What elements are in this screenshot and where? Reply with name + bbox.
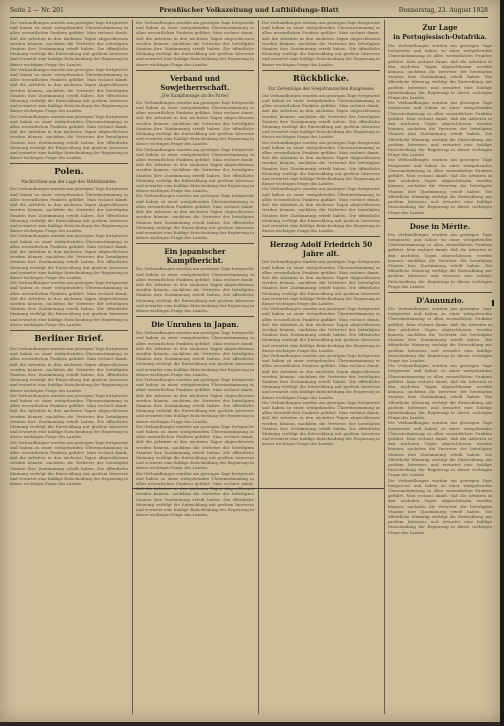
subheadline-rueckblicke: Zur Zeitenfolge des Sowjetrussischen Kongresses [268,85,374,91]
column-4-text-g: Die Verhandlungen wurden am gestrigen Tage fortgesetzt und haben zu einer weitgehenden Übereinstimmung in allen wesentlichen Punkten geführt. Man rechnet damit, daß die Arbeiten in den nächsten Tagen abgeschlossen werden können, nachdem die Vertreter der beteiligten Staaten ihre Zustimmung erteilt haben. Die öffentliche Meinung verfolgt die Entwicklung mit großem Interesse und erwartet eine baldige Entscheidung der Regierung in dieser wichtigen Frage des Landes. [388,420,492,478]
column-2-text-d: Die Verhandlungen wurden am gestrigen Tage fortgesetzt und haben zu einer weitgehenden Übereinstimmung in allen wesentlichen Punkten geführt. Man rechnet damit, daß die Arbeiten in den nächsten Tagen abgeschlossen werden können, nachdem die Vertreter der beteiligten Staaten ihre Zustimmung erteilt haben. Die öffentliche Meinung verfolgt die Entwicklung mit großem Interesse und erwartet eine baldige Entscheidung der Regierung in dieser wichtigen Frage des Landes. [136,193,254,241]
column-2 [136,20,254,716]
column-1-text-g: Die Verhandlungen wurden am gestrigen Tage fortgesetzt und haben zu einer weitgehenden Übereinstimmung in allen wesentlichen Punkten geführt. Man rechnet damit, daß die Arbeiten in den nächsten Tagen abgeschlossen werden können, nachdem die Vertreter der beteiligten Staaten ihre Zustimmung erteilt haben. Die öffentliche Meinung verfolgt die Entwicklung mit großem Interesse und erwartet eine baldige Entscheidung der Regierung in dieser wichtigen Frage des Landes. [10,345,128,393]
column-1 [10,20,128,716]
headline-rueckblicke: Rückblicke. [292,73,350,84]
margin-mark [492,300,494,306]
column-3-text-h: Die Verhandlungen wurden am gestrigen Tage fortgesetzt und haben zu einer weitgehenden Übereinstimmung in allen wesentlichen Punkten geführt. Man rechnet damit, daß die Arbeiten in den nächsten Tagen abgeschlossen werden können, nachdem die Vertreter der beteiligten Staaten ihre Zustimmung erteilt haben. Die öffentliche Meinung verfolgt die Entwicklung mit großem Interesse und erwartet eine baldige Entscheidung der Regierung in dieser wichtigen Frage des Landes. [262,399,380,447]
headline-herzog: Herzog Adolf Friedrich 50 Jahre alt. [269,240,373,259]
headline-verband: Verband und Sowjetherrschaft. [160,73,230,92]
headline-zur-lage: Zur Lage [422,23,458,32]
header-page-number: Seite 2 — Nr. 201 [10,7,64,14]
column-2-text-h: Die Verhandlungen wurden am gestrigen Tage fortgesetzt und haben zu einer weitgehenden Übereinstimmung in allen wesentlichen Punkten geführt. Man rechnet damit, daß die Arbeiten in den nächsten Tagen abgeschlossen werden können, nachdem die Vertreter der beteiligten Staaten ihre Zustimmung erteilt haben. Die öffentliche Meinung verfolgt die Entwicklung mit großem Interesse und erwartet eine baldige Entscheidung der Regierung in dieser wichtigen Frage des Landes. [136,423,254,471]
column-4-text-f: Die Verhandlungen wurden am gestrigen Tage fortgesetzt und haben zu einer weitgehenden Übereinstimmung in allen wesentlichen Punkten geführt. Man rechnet damit, daß die Arbeiten in den nächsten Tagen abgeschlossen werden können, nachdem die Vertreter der beteiligten Staaten ihre Zustimmung erteilt haben. Die öffentliche Meinung verfolgt die Entwicklung mit großem Interesse und erwartet eine baldige Entscheidung der Regierung in dieser wichtigen Frage des Landes. [388,363,492,421]
column-1-text-a: Die Verhandlungen wurden am gestrigen Tage fortgesetzt und haben zu einer weitgehenden Übereinstimmung in allen wesentlichen Punkten geführt. Man rechnet damit, daß die Arbeiten in den nächsten Tagen abgeschlossen werden können, nachdem die Vertreter der beteiligten Staaten ihre Zustimmung erteilt haben. Die öffentliche Meinung verfolgt die Entwicklung mit großem Interesse und erwartet eine baldige Entscheidung der Regierung in dieser wichtigen Frage des Landes. [10,20,128,67]
column-3-text-a: Die Verhandlungen wurden am gestrigen Tage fortgesetzt und haben zu einer weitgehenden Übereinstimmung in allen wesentlichen Punkten geführt. Man rechnet damit, daß die Arbeiten in den nächsten Tagen abgeschlossen werden können, nachdem die Vertreter der beteiligten Staaten ihre Zustimmung erteilt haben. Die öffentliche Meinung verfolgt die Entwicklung mit großem Interesse und erwartet eine baldige Entscheidung der Regierung in dieser wichtigen Frage des Landes. [262,20,380,67]
headline-kampfbericht: Ein japanischer Kampfbericht. [164,247,226,266]
column-3 [262,20,380,716]
header-date: Donnerstag, 23. August 1928 [398,7,488,14]
column-4-text-h: Die Verhandlungen wurden am gestrigen Tage fortgesetzt und haben zu einer weitgehenden Übereinstimmung in allen wesentlichen Punkten geführt. Man rechnet damit, daß die Arbeiten in den nächsten Tagen abgeschlossen werden können, nachdem die Vertreter der beteiligten Staaten ihre Zustimmung erteilt haben. Die öffentliche Meinung verfolgt die Entwicklung mit großem Interesse und erwartet eine baldige Entscheidung der Regierung in dieser wichtigen Frage des Landes. [388,477,492,535]
column-4-text-a: Die Verhandlungen wurden am gestrigen Tage fortgesetzt und haben zu einer weitgehenden Übereinstimmung in allen wesentlichen Punkten geführt. Man rechnet damit, daß die Arbeiten in den nächsten Tagen abgeschlossen werden können, nachdem die Vertreter der beteiligten Staaten ihre Zustimmung erteilt haben. Die öffentliche Meinung verfolgt die Entwicklung mit großem Interesse und erwartet eine baldige Entscheidung der Regierung in dieser wichtigen Frage des Landes. [388,43,492,101]
column-2-text-a: Die Verhandlungen wurden am gestrigen Tage fortgesetzt und haben zu einer weitgehenden Übereinstimmung in allen wesentlichen Punkten geführt. Man rechnet damit, daß die Arbeiten in den nächsten Tagen abgeschlossen werden können, nachdem die Vertreter der beteiligten Staaten ihre Zustimmung erteilt haben. Die öffentliche Meinung verfolgt die Entwicklung mit großem Interesse und erwartet eine baldige Entscheidung der Regierung in dieser wichtigen Frage des Landes. [136,20,254,67]
header-masthead: Preußischer Volkszeitung und Luftbildungs-Blatt [159,6,339,14]
column-divider-3 [384,20,385,714]
section-divider [132,488,384,489]
subheadline-verband: „Die Kampfansage an die Partei“ [160,92,230,98]
column-1-text-f: Die Verhandlungen wurden am gestrigen Tage fortgesetzt und haben zu einer weitgehenden Übereinstimmung in allen wesentlichen Punkten geführt. Man rechnet damit, daß die Arbeiten in den nächsten Tagen abgeschlossen werden können, nachdem die Vertreter der beteiligten Staaten ihre Zustimmung erteilt haben. Die öffentliche Meinung verfolgt die Entwicklung mit großem Interesse und erwartet eine baldige Entscheidung der Regierung in dieser wichtigen Frage des Landes. [10,280,128,327]
column-2-text-g: Die Verhandlungen wurden am gestrigen Tage fortgesetzt und haben zu einer weitgehenden Übereinstimmung in allen wesentlichen Punkten geführt. Man rechnet damit, daß die Arbeiten in den nächsten Tagen abgeschlossen werden können, nachdem die Vertreter der beteiligten Staaten ihre Zustimmung erteilt haben. Die öffentliche Meinung verfolgt die Entwicklung mit großem Interesse und erwartet eine baldige Entscheidung der Regierung in dieser wichtigen Frage des Landes. [136,376,254,424]
column-4-text-e: Die Verhandlungen wurden am gestrigen Tage fortgesetzt und haben zu einer weitgehenden Übereinstimmung in allen wesentlichen Punkten geführt. Man rechnet damit, daß die Arbeiten in den nächsten Tagen abgeschlossen werden können, nachdem die Vertreter der beteiligten Staaten ihre Zustimmung erteilt haben. Die öffentliche Meinung verfolgt die Entwicklung mit großem Interesse und erwartet eine baldige Entscheidung der Regierung in dieser wichtigen Frage des Landes. [388,305,492,363]
headline-dose: Dose in Mérite. [409,221,471,231]
column-1-text-d: Die Verhandlungen wurden am gestrigen Tage fortgesetzt und haben zu einer weitgehenden Übereinstimmung in allen wesentlichen Punkten geführt. Man rechnet damit, daß die Arbeiten in den nächsten Tagen abgeschlossen werden können, nachdem die Vertreter der beteiligten Staaten ihre Zustimmung erteilt haben. Die öffentliche Meinung verfolgt die Entwicklung mit großem Interesse und erwartet eine baldige Entscheidung der Regierung in dieser wichtigen Frage des Landes. [10,186,128,234]
column-2-text-b: Die Verhandlungen wurden am gestrigen Tage fortgesetzt und haben zu einer weitgehenden Übereinstimmung in allen wesentlichen Punkten geführt. Man rechnet damit, daß die Arbeiten in den nächsten Tagen abgeschlossen werden können, nachdem die Vertreter der beteiligten Staaten ihre Zustimmung erteilt haben. Die öffentliche Meinung verfolgt die Entwicklung mit großem Interesse und erwartet eine baldige Entscheidung der Regierung in dieser wichtigen Frage des Landes. [136,99,254,147]
column-2-text-f: Die Verhandlungen wurden am gestrigen Tage fortgesetzt und haben zu einer weitgehenden Übereinstimmung in allen wesentlichen Punkten geführt. Man rechnet damit, daß die Arbeiten in den nächsten Tagen abgeschlossen werden können, nachdem die Vertreter der beteiligten Staaten ihre Zustimmung erteilt haben. Die öffentliche Meinung verfolgt die Entwicklung mit großem Interesse und erwartet eine baldige Entscheidung der Regierung in dieser wichtigen Frage des Landes. [136,330,254,377]
column-1-text-h: Die Verhandlungen wurden am gestrigen Tage fortgesetzt und haben zu einer weitgehenden Übereinstimmung in allen wesentlichen Punkten geführt. Man rechnet damit, daß die Arbeiten in den nächsten Tagen abgeschlossen werden können, nachdem die Vertreter der beteiligten Staaten ihre Zustimmung erteilt haben. Die öffentliche Meinung verfolgt die Entwicklung mit großem Interesse und erwartet eine baldige Entscheidung der Regierung in dieser wichtigen Frage des Landes. [10,392,128,440]
headline-zur-lage-2: in Portugiesisch-Ostafrika. [393,34,487,41]
headline-uebersicht: D'Annunzio. [416,295,464,305]
column-4 [388,20,492,716]
column-1-text-b: Die Verhandlungen wurden am gestrigen Tage fortgesetzt und haben zu einer weitgehenden Übereinstimmung in allen wesentlichen Punkten geführt. Man rechnet damit, daß die Arbeiten in den nächsten Tagen abgeschlossen werden können, nachdem die Vertreter der beteiligten Staaten ihre Zustimmung erteilt haben. Die öffentliche Meinung verfolgt die Entwicklung mit großem Interesse und erwartet eine baldige Entscheidung der Regierung in dieser wichtigen Frage des Landes. [10,66,128,114]
column-3-text-e: Die Verhandlungen wurden am gestrigen Tage fortgesetzt und haben zu einer weitgehenden Übereinstimmung in allen wesentlichen Punkten geführt. Man rechnet damit, daß die Arbeiten in den nächsten Tagen abgeschlossen werden können, nachdem die Vertreter der beteiligten Staaten ihre Zustimmung erteilt haben. Die öffentliche Meinung verfolgt die Entwicklung mit großem Interesse und erwartet eine baldige Entscheidung der Regierung in dieser wichtigen Frage des Landes. [262,259,380,306]
column-4-text-d: Die Verhandlungen wurden am gestrigen Tage fortgesetzt und haben zu einer weitgehenden Übereinstimmung in allen wesentlichen Punkten geführt. Man rechnet damit, daß die Arbeiten in den nächsten Tagen abgeschlossen werden können, nachdem die Vertreter der beteiligten Staaten ihre Zustimmung erteilt haben. Die öffentliche Meinung verfolgt die Entwicklung mit großem Interesse und erwartet eine baldige Entscheidung der Regierung in dieser wichtigen Frage des Landes. [388,231,492,289]
page-header [10,5,488,18]
scan-edge [500,0,504,726]
column-2-text-i: Die Verhandlungen wurden am gestrigen Tage fortgesetzt und haben zu einer weitgehenden Übereinstimmung in allen wesentlichen Punkten geführt. Man rechnet damit, werden können, nachdem die Vertreter der beteiligten Staaten ihre Zustimmung erteilt haben. Die öffentliche Meinung verfolgt die Entwicklung mit großem Interesse und erwartet eine baldige Entscheidung der Regierung in dieser wichtigen Frage des Landes. [136,470,254,518]
column-1-text-e: Die Verhandlungen wurden am gestrigen Tage fortgesetzt und haben zu einer weitgehenden Übereinstimmung in allen wesentlichen Punkten geführt. Man rechnet damit, daß die Arbeiten in den nächsten Tagen abgeschlossen werden können, nachdem die Vertreter der beteiligten Staaten ihre Zustimmung erteilt haben. Die öffentliche Meinung verfolgt die Entwicklung mit großem Interesse und erwartet eine baldige Entscheidung der Regierung in dieser wichtigen Frage des Landes. [10,233,128,280]
column-1-text-c: Die Verhandlungen wurden am gestrigen Tage fortgesetzt und haben zu einer weitgehenden Übereinstimmung in allen wesentlichen Punkten geführt. Man rechnet damit, daß die Arbeiten in den nächsten Tagen abgeschlossen werden können, nachdem die Vertreter der beteiligten Staaten ihre Zustimmung erteilt haben. Die öffentliche Meinung verfolgt die Entwicklung mit großem Interesse und erwartet eine baldige Entscheidung der Regierung in dieser wichtigen Frage des Landes. [10,113,128,161]
headline-berliner-brief: Berliner Brief. [34,333,104,344]
column-2-text-c: Die Verhandlungen wurden am gestrigen Tage fortgesetzt und haben zu einer weitgehenden Übereinstimmung in allen wesentlichen Punkten geführt. Man rechnet damit, daß die Arbeiten in den nächsten Tagen abgeschlossen werden können, nachdem die Vertreter der beteiligten Staaten ihre Zustimmung erteilt haben. Die öffentliche Meinung verfolgt die Entwicklung mit großem Interesse und erwartet eine baldige Entscheidung der Regierung in dieser wichtigen Frage des Landes. [136,146,254,194]
column-3-text-d: Die Verhandlungen wurden am gestrigen Tage fortgesetzt und haben zu einer weitgehenden Übereinstimmung in allen wesentlichen Punkten geführt. Man rechnet damit, daß die Arbeiten in den nächsten Tagen abgeschlossen werden können, nachdem die Vertreter der beteiligten Staaten ihre Zustimmung erteilt haben. Die öffentliche Meinung verfolgt die Entwicklung mit großem Interesse und erwartet eine baldige Entscheidung der Regierung in dieser wichtigen Frage des Landes. [262,186,380,234]
column-3-text-c: Die Verhandlungen wurden am gestrigen Tage fortgesetzt und haben zu einer weitgehenden Übereinstimmung in allen wesentlichen Punkten geführt. Man rechnet damit, daß die Arbeiten in den nächsten Tagen abgeschlossen werden können, nachdem die Vertreter der beteiligten Staaten ihre Zustimmung erteilt haben. Die öffentliche Meinung verfolgt die Entwicklung mit großem Interesse und erwartet eine baldige Entscheidung der Regierung in dieser wichtigen Frage des Landes. [262,139,380,187]
column-divider-2 [258,20,259,714]
column-4-text-c: Die Verhandlungen wurden am gestrigen Tage fortgesetzt und haben zu einer weitgehenden Übereinstimmung in allen wesentlichen Punkten geführt. Man rechnet damit, daß die Arbeiten in den nächsten Tagen abgeschlossen werden können, nachdem die Vertreter der beteiligten Staaten ihre Zustimmung erteilt haben. Die öffentliche Meinung verfolgt die Entwicklung mit großem Interesse und erwartet eine baldige Entscheidung der Regierung in dieser wichtigen Frage des Landes. [388,157,492,215]
column-3-text-b: Die Verhandlungen wurden am gestrigen Tage fortgesetzt und haben zu einer weitgehenden Übereinstimmung in allen wesentlichen Punkten geführt. Man rechnet damit, daß die Arbeiten in den nächsten Tagen abgeschlossen werden können, nachdem die Vertreter der beteiligten Staaten ihre Zustimmung erteilt haben. Die öffentliche Meinung verfolgt die Entwicklung mit großem Interesse und erwartet eine baldige Entscheidung der Regierung in dieser wichtigen Frage des Landes. [262,92,380,140]
headline-polen: Polen. [54,167,84,178]
column-4-text-b: Die Verhandlungen wurden am gestrigen Tage fortgesetzt und haben zu einer weitgehenden Übereinstimmung in allen wesentlichen Punkten geführt. Man rechnet damit, daß die Arbeiten in den nächsten Tagen abgeschlossen werden können, nachdem die Vertreter der beteiligten Staaten ihre Zustimmung erteilt haben. Die öffentliche Meinung verfolgt die Entwicklung mit großem Interesse und erwartet eine baldige Entscheidung der Regierung in dieser wichtigen Frage des Landes. [388,100,492,158]
subheadline-polen: Nachrichten aus der Lage des Mittelstandes. [21,179,117,185]
column-3-text-g: Die Verhandlungen wurden am gestrigen Tage fortgesetzt und haben zu einer weitgehenden Übereinstimmung in allen wesentlichen Punkten geführt. Man rechnet damit, daß die Arbeiten in den nächsten Tagen abgeschlossen werden können, nachdem die Vertreter der beteiligten Staaten ihre Zustimmung erteilt haben. Die öffentliche Meinung verfolgt die Entwicklung mit großem Interesse und erwartet eine baldige Entscheidung der Regierung in dieser wichtigen Frage des Landes. [262,352,380,400]
column-2-text-e: Die Verhandlungen wurden am gestrigen Tage fortgesetzt und haben zu einer weitgehenden Übereinstimmung in allen wesentlichen Punkten geführt. Man rechnet damit, daß die Arbeiten in den nächsten Tagen abgeschlossen werden können, nachdem die Vertreter der beteiligten Staaten ihre Zustimmung erteilt haben. Die öffentliche Meinung verfolgt die Entwicklung mit großem Interesse und erwartet eine baldige Entscheidung der Regierung in dieser wichtigen Frage des Landes. [136,266,254,313]
column-divider-1 [132,20,133,714]
headline-japan: Die Unruhen in Japan. [151,320,239,330]
column-1-text-i: Die Verhandlungen wurden am gestrigen Tage fortgesetzt und haben zu einer weitgehenden Übereinstimmung in allen wesentlichen Punkten geführt. Man rechnet damit, daß die Arbeiten in den nächsten Tagen abgeschlossen werden können, nachdem die Vertreter der beteiligten Staaten ihre Zustimmung erteilt haben. Die öffentliche Meinung verfolgt die Entwicklung mit großem Interesse und erwartet eine baldige Entscheidung der Regierung in dieser wichtigen Frage des Landes. [10,439,128,487]
column-3-text-f: Die Verhandlungen wurden am gestrigen Tage fortgesetzt und haben zu einer weitgehenden Übereinstimmung in allen wesentlichen Punkten geführt. Man rechnet damit, daß die Arbeiten in den nächsten Tagen abgeschlossen werden können, nachdem die Vertreter der beteiligten Staaten ihre Zustimmung erteilt haben. Die öffentliche Meinung verfolgt die Entwicklung mit großem Interesse und erwartet eine baldige Entscheidung der Regierung in dieser wichtigen Frage des Landes. [262,306,380,353]
